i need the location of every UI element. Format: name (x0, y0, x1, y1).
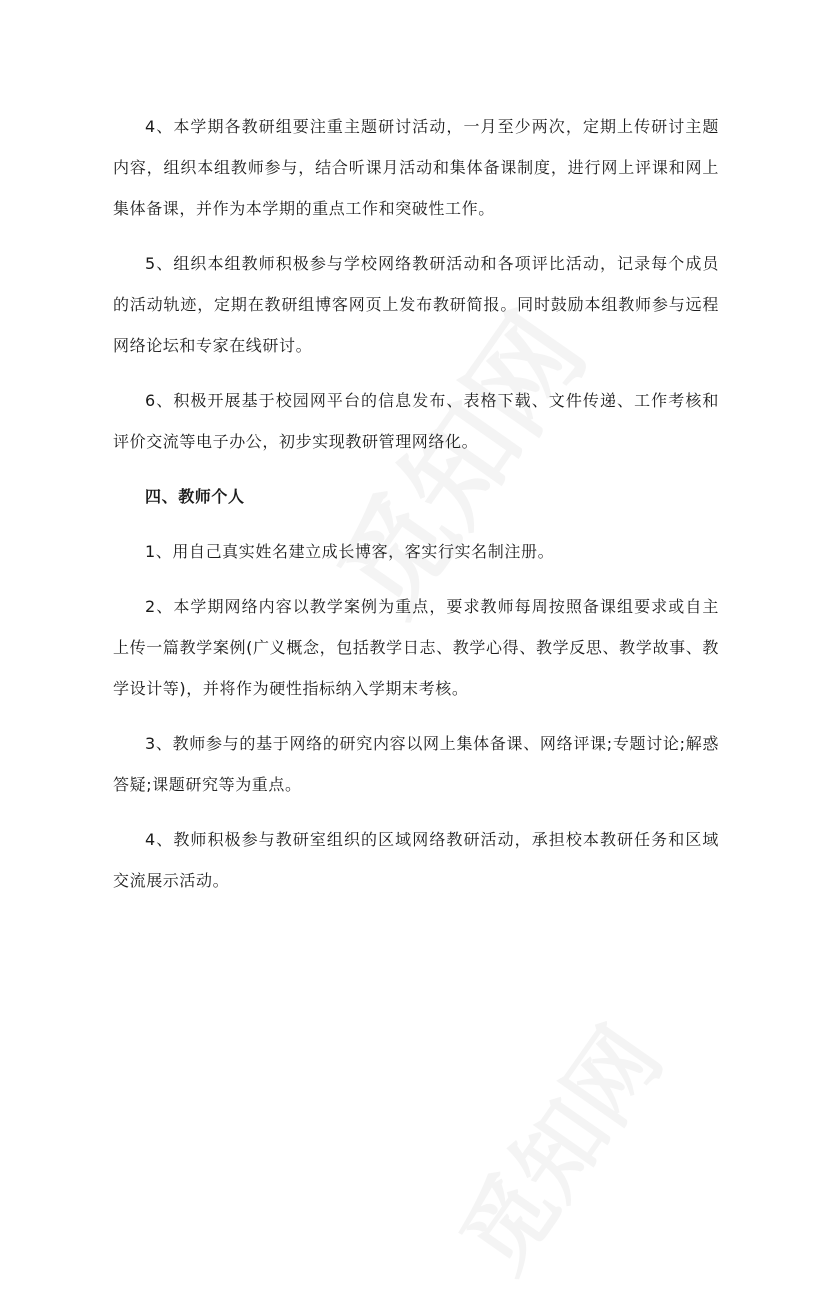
paragraph: 4、本学期各教研组要注重主题研讨活动，一月至少两次，定期上传研讨主题内容，组织本组教师参与，结合听课月活动和集体备课制度，进行网上评课和网上集体备课，并作为本学期的重点工作和突破性工作。 (113, 117, 719, 218)
watermark (424, 997, 685, 1293)
paragraph: 5、组织本组教师积极参与学校网络教研活动和各项评比活动，记录每个成员的活动轨迹，定期在教研组博客网页上发布教研简报。同时鼓励本组教师参与远程网络论坛和专家在线研讨。 (113, 254, 719, 355)
paragraph: 4、教师积极参与教研室组织的区域网络教研活动，承担校本教研任务和区域交流展示活动。 (113, 830, 719, 890)
paragraph: 3、教师参与的基于网络的研究内容以网上集体备课、网络评课;专题讨论;解惑答疑;课题研究等为重点。 (113, 734, 719, 794)
document-body (113, 106, 719, 915)
paragraph: 2、本学期网络内容以教学案例为重点，要求教师每周按照备课组要求或自主上传一篇教学案例(广义概念，包括教学日志、教学心得、教学反思、教学故事、教学设计等)，并将作为硬性指标纳入学期末考核。 (113, 597, 719, 698)
paragraph: 6、积极开展基于校园网平台的信息发布、表格下载、文件传递、工作考核和评价交流等电子办公，初步实现教研管理网络化。 (113, 391, 719, 451)
section-heading: 四、教师个人 (145, 487, 245, 506)
paragraph: 1、用自己真实姓名建立成长博客，客实行实名制注册。 (145, 542, 555, 561)
